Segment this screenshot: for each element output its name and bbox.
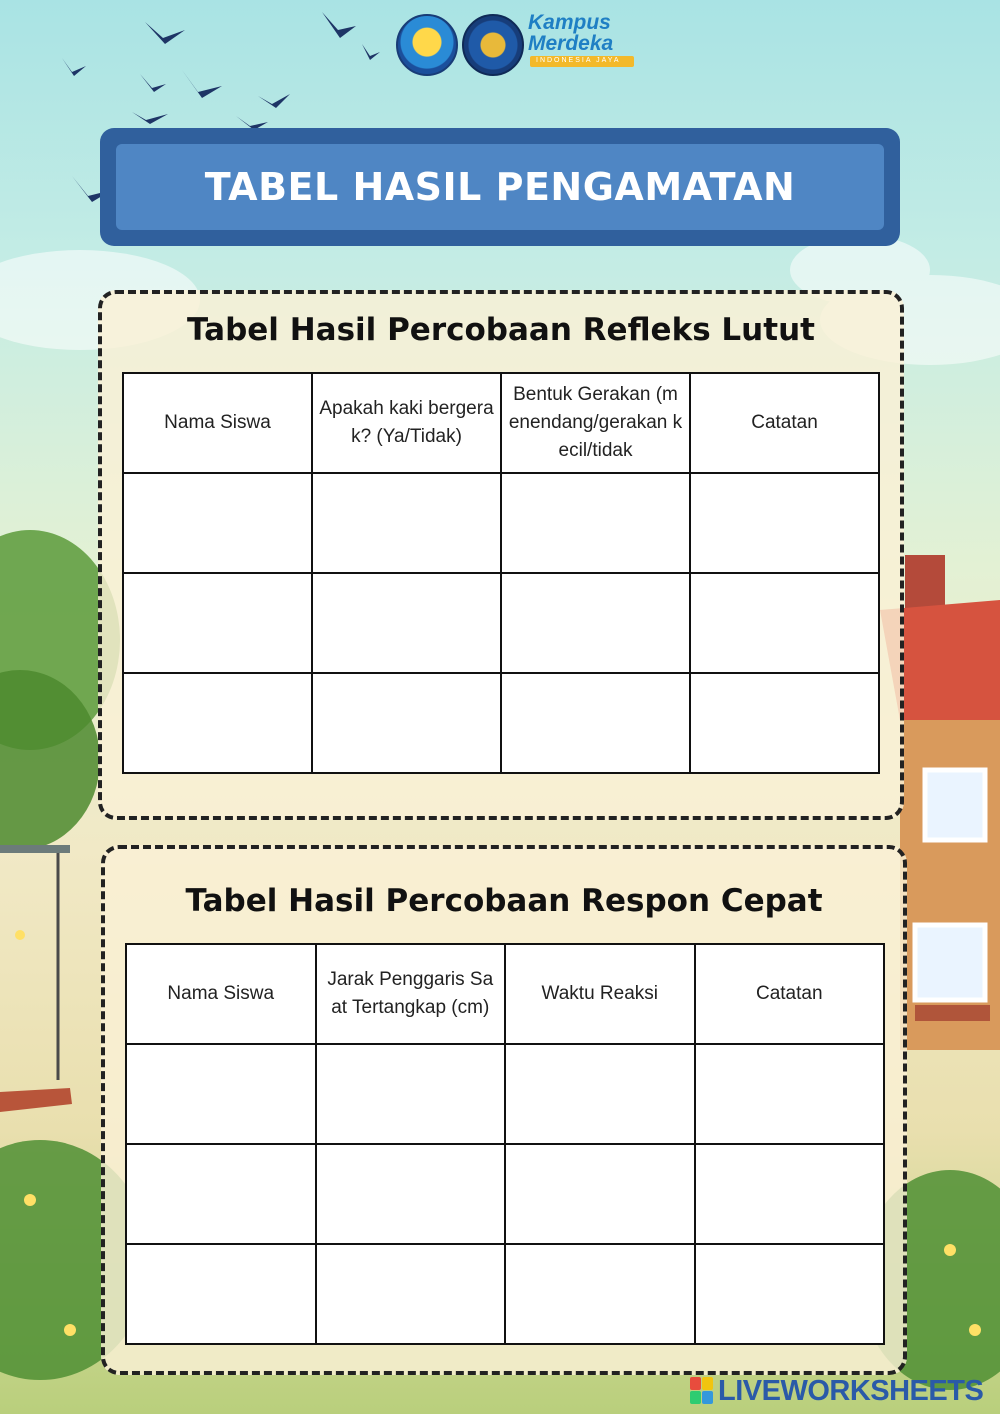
tut-wuri-handayani-logo xyxy=(396,14,458,76)
table-card-refleks-lutut xyxy=(98,290,904,820)
table-cell[interactable] xyxy=(505,1144,695,1244)
kampus-merdeka-line1: Kampus xyxy=(528,11,611,34)
table-cell[interactable] xyxy=(123,573,312,673)
liveworksheets-logo-icon xyxy=(690,1377,714,1405)
table-card-respon-cepat xyxy=(101,845,907,1375)
table-cell[interactable] xyxy=(316,1044,506,1144)
table-cell[interactable] xyxy=(312,573,501,673)
table-cell[interactable] xyxy=(316,1144,506,1244)
table-row xyxy=(126,1144,884,1244)
table-cell[interactable] xyxy=(501,473,690,573)
table-row xyxy=(123,673,879,773)
liveworksheets-text: LIVEWORKSHEETS xyxy=(718,1375,984,1407)
university-seal-logo xyxy=(462,14,524,76)
header-cell: Waktu Reaksi xyxy=(505,944,695,1044)
header-cell: Bentuk Gerakan (menendang/gerakan kecil/tidak xyxy=(501,373,690,473)
table-cell[interactable] xyxy=(501,673,690,773)
table-cell[interactable] xyxy=(123,673,312,773)
header-cell: Nama Siswa xyxy=(123,373,312,473)
swing-illustration xyxy=(0,845,72,1112)
table-header-row xyxy=(126,944,884,1044)
table-cell[interactable] xyxy=(695,1244,885,1344)
observation-table-respon-cepat xyxy=(125,943,885,1345)
header-logos xyxy=(396,12,636,78)
table-cell[interactable] xyxy=(126,1144,316,1244)
table-row xyxy=(126,1244,884,1344)
table-row xyxy=(123,473,879,573)
table-cell[interactable] xyxy=(505,1044,695,1144)
table-header-row xyxy=(123,373,879,473)
table-cell[interactable] xyxy=(316,1244,506,1344)
header-cell: Apakah kaki bergerak? (Ya/Tidak) xyxy=(312,373,501,473)
header-cell: Nama Siswa xyxy=(126,944,316,1044)
header-cell: Jarak Penggaris Saat Tertangkap (cm) xyxy=(316,944,506,1044)
table-title-refleks-lutut: Tabel Hasil Percobaan Refleks Lutut xyxy=(187,312,815,348)
kampus-merdeka-line2: Merdeka xyxy=(528,32,614,55)
header-cell: Catatan xyxy=(695,944,885,1044)
title-banner-inner xyxy=(116,144,884,230)
table-cell[interactable] xyxy=(505,1244,695,1344)
table-row xyxy=(126,1044,884,1144)
page-title: TABEL HASIL PENGAMATAN xyxy=(204,165,796,209)
table-cell[interactable] xyxy=(690,673,879,773)
table-cell[interactable] xyxy=(695,1144,885,1244)
table-row xyxy=(123,573,879,673)
kampus-merdeka-logo xyxy=(528,12,638,54)
liveworksheets-watermark xyxy=(690,1375,990,1407)
table-cell[interactable] xyxy=(501,573,690,673)
table-cell[interactable] xyxy=(695,1044,885,1144)
table-cell[interactable] xyxy=(126,1044,316,1144)
table-cell[interactable] xyxy=(312,473,501,573)
table-title-respon-cepat: Tabel Hasil Percobaan Respon Cepat xyxy=(185,883,823,919)
kampus-merdeka-tagline: INDONESIA JAYA xyxy=(536,57,621,64)
title-banner xyxy=(100,128,900,246)
table-cell[interactable] xyxy=(126,1244,316,1344)
table-cell[interactable] xyxy=(312,673,501,773)
table-cell[interactable] xyxy=(690,573,879,673)
observation-table-refleks-lutut xyxy=(122,372,880,774)
table-cell[interactable] xyxy=(690,473,879,573)
header-cell: Catatan xyxy=(690,373,879,473)
table-cell[interactable] xyxy=(123,473,312,573)
